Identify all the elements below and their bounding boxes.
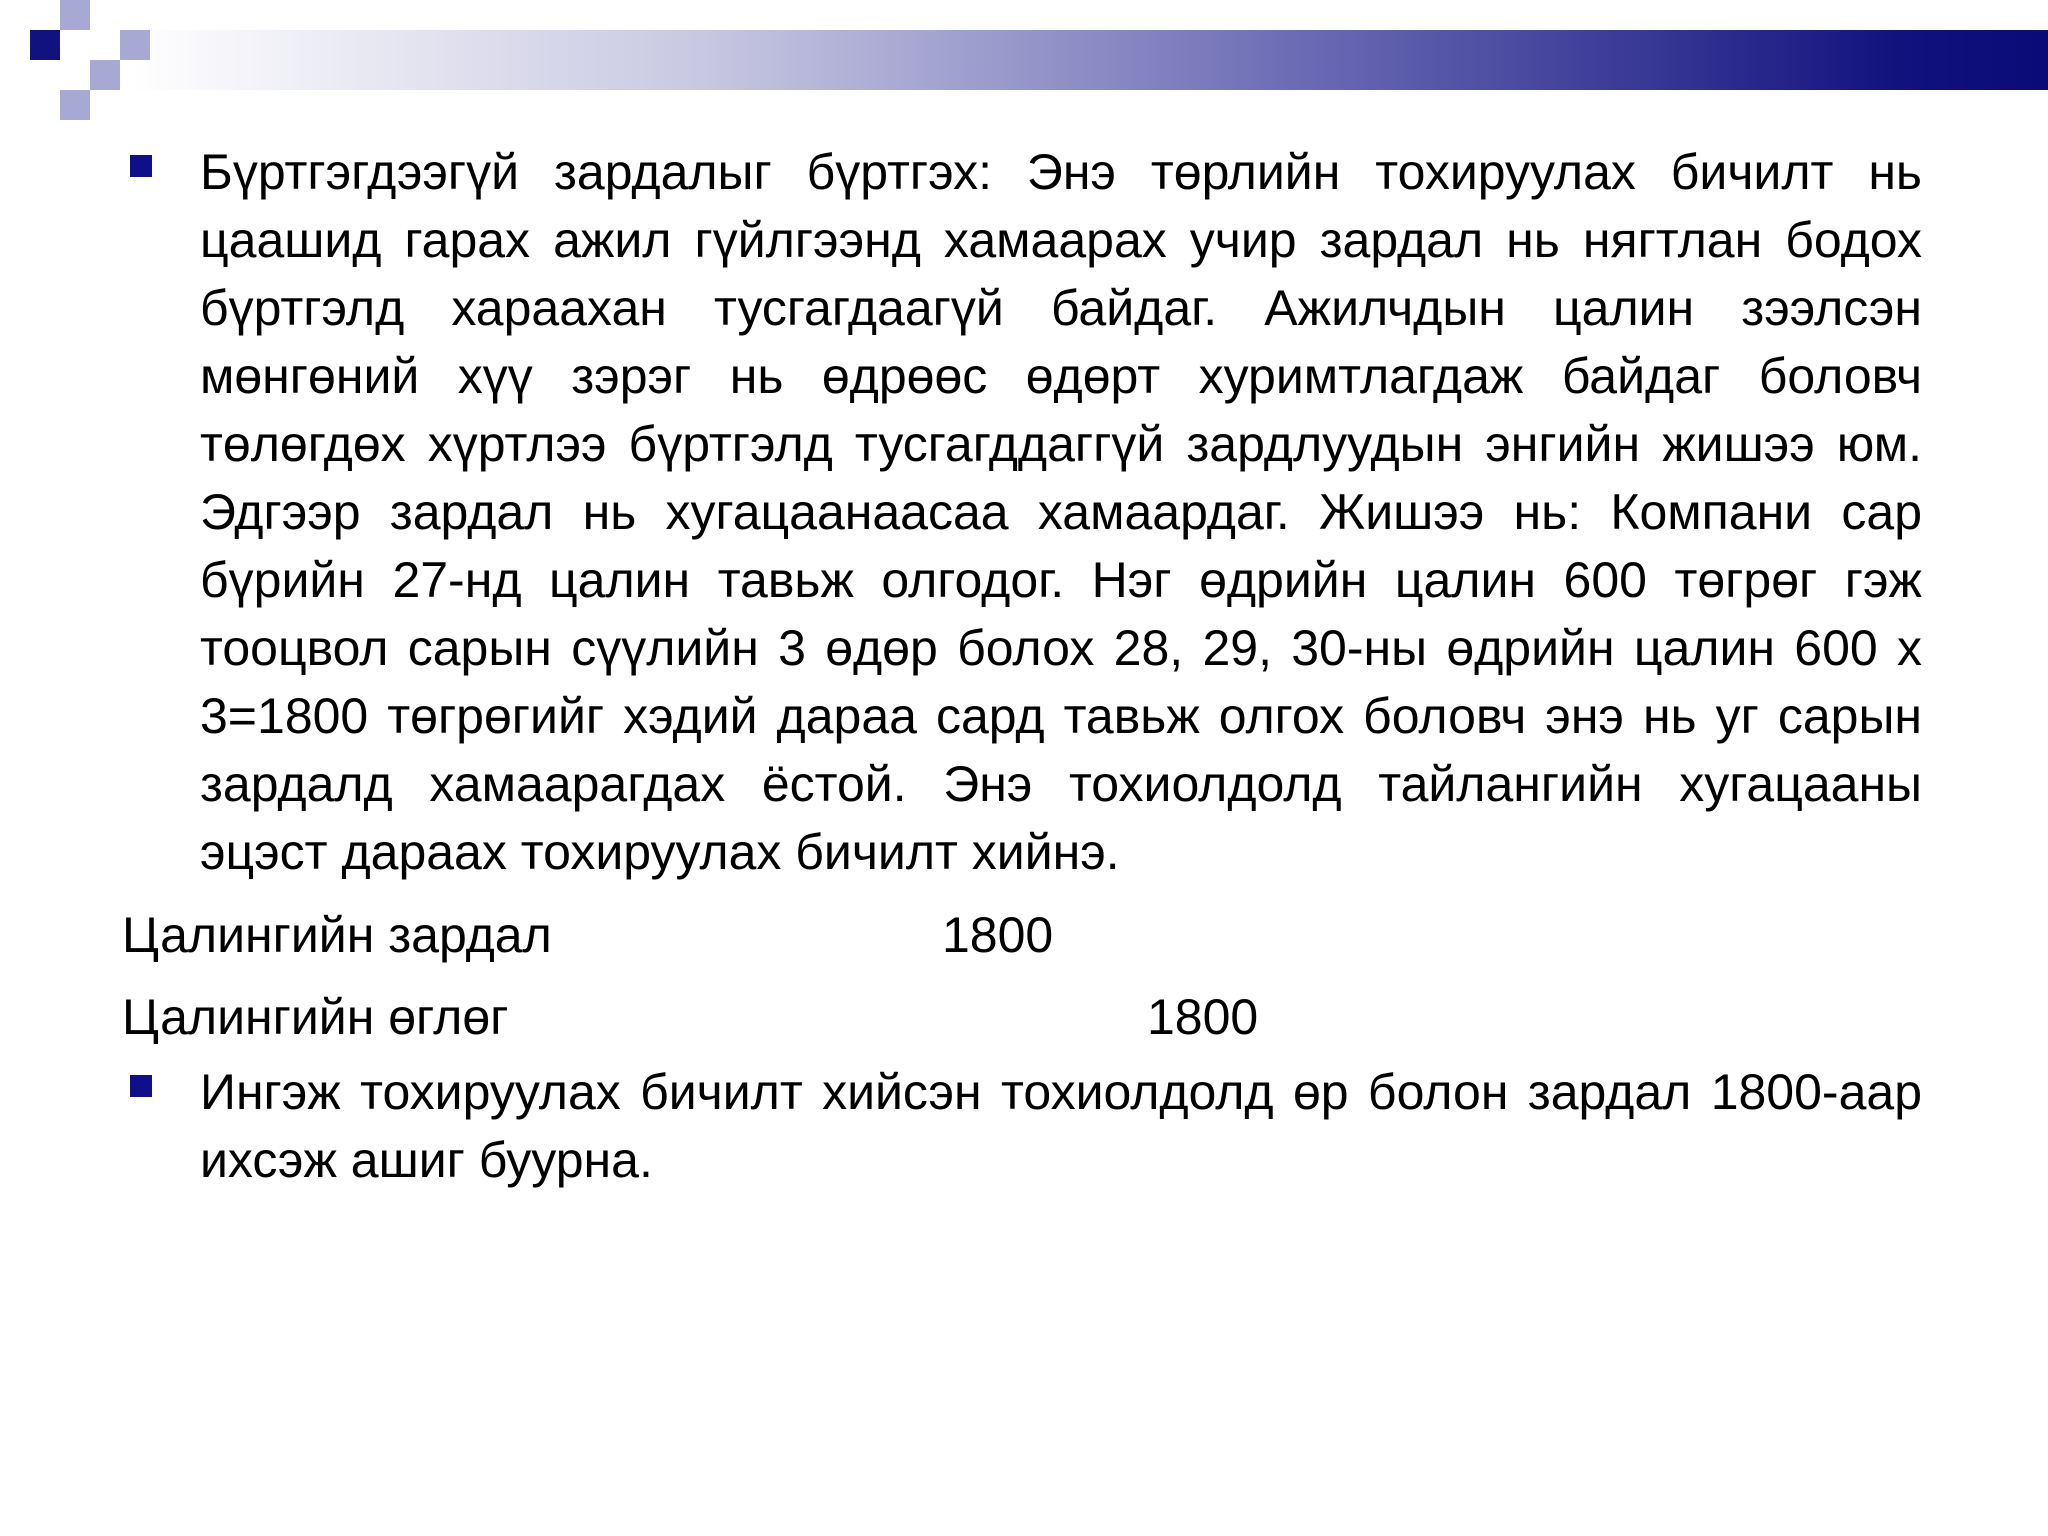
corner-square-light-2 (120, 30, 150, 60)
square-bullet-icon (130, 1075, 152, 1097)
corner-square-dark-1 (30, 30, 60, 60)
paragraph-1-text: Бүртгэгдээгүй зардалыг бүртгэх: Энэ төрлийн тохируулах бичилт нь цаашид гарах ажил гүйлгээнд хамаарах учир зардал нь нягтлан бодох бүртгэлд хараахан тусгагдаагүй байдаг. Ажилчдын цалин зээлсэн мөнгөний хүү зэрэг нь өдрөөс өдөрт хуримтлагдаж байдаг боловч төлөгдөх хүртлээ бүртгэлд тусгагддаггүй зардлуудын энгийн жишээ юм. Эдгээр зардал нь хугацаанаасаа хамаардаг. Жишээ нь: Компани сар бүрийн 27-нд цалин тавьж олгодог. Нэг өдрийн цалин 600 төгрөг гэж тооцвол сарын сүүлийн 3 өдөр болох 28, 29, 30-ны өдрийн цалин 600 х 3=1800 төгрөгийг хэдий дараа сард тавьж олгох боловч энэ нь уг сарын зардалд хамаарагдах ёстой. Энэ тохиолдолд тайлангийн хугацааны эцэст дараах тохируулах бичилт хийнэ. (200, 144, 1922, 880)
slide-content (122, 138, 1922, 1194)
header-gradient-bar (0, 30, 2048, 90)
entry-debit-amount: 1800 (942, 907, 1054, 963)
entry-debit-line (122, 894, 1922, 976)
corner-square-light-1 (60, 0, 90, 30)
corner-square-light-4 (60, 90, 90, 120)
entry-credit-account: Цалингийн өглөг (122, 989, 509, 1045)
entry-credit-line (122, 976, 1922, 1058)
paragraph-2-text: Ингэж тохируулах бичилт хийсэн тохиолдолд өр болон зардал 1800-аар ихсэж ашиг буурна. (200, 1064, 1922, 1188)
bullet-paragraph-1 (122, 138, 1922, 886)
corner-square-light-3 (90, 60, 120, 90)
entry-debit-account: Цалингийн зардал (122, 907, 552, 963)
square-bullet-icon (130, 155, 152, 177)
bullet-paragraph-2 (122, 1058, 1922, 1194)
entry-credit-amount: 1800 (1147, 989, 1259, 1045)
